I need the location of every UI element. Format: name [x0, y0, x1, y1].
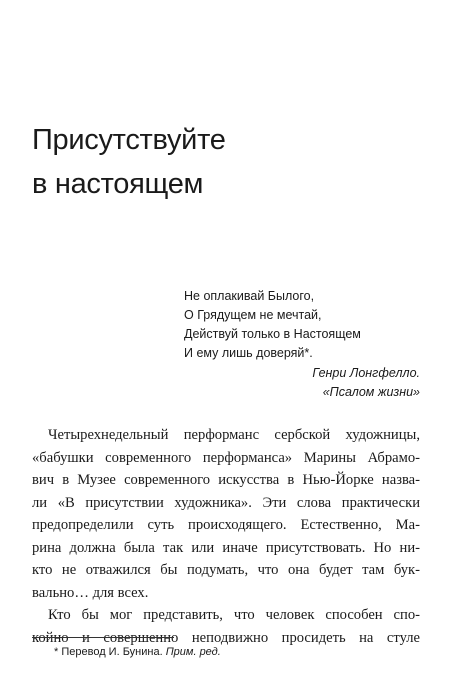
epigraph-work: «Псалом жизни» — [322, 385, 420, 399]
footnote-marker: * — [54, 646, 59, 658]
epigraph — [184, 287, 420, 402]
epigraph-line: И ему лишь доверяй*. — [184, 346, 313, 360]
chapter-title — [32, 118, 226, 206]
paragraph-line: койно и совершенно неподвижно просидеть на стуле — [32, 629, 420, 646]
epigraph-author: Генри Лонгфелло. — [312, 366, 420, 380]
epigraph-line: Не оплакивай Былого, — [184, 289, 315, 303]
epigraph-line: Действуй только в Настоящем — [184, 327, 361, 341]
paragraph-line: предопределили суть происходящего. Естественно, Ма- — [32, 517, 420, 533]
paragraph-line: Кто бы мог представить, что человек способен спо- — [48, 607, 420, 623]
footnote-text: Перевод И. Бунина. — [61, 646, 163, 658]
epigraph-attribution — [184, 364, 420, 402]
paragraph-line: «бабушки современного перформанса» Марины Абрамо- — [32, 449, 420, 466]
body-text — [32, 424, 420, 649]
paragraph-line: вально… для всех. — [32, 584, 149, 601]
footnote — [54, 645, 221, 660]
chapter-title-line-2: в настоящем — [32, 168, 204, 200]
paragraph-line: вич в Музее современного искусства в Нью-Йорке назва- — [32, 472, 420, 488]
epigraph-line: О Грядущем не мечтай, — [184, 308, 322, 322]
chapter-title-line-1: Присутствуйте — [32, 124, 226, 156]
paragraph-line: рина должна была так или иначе присутствовать. Но ни- — [32, 539, 420, 556]
paragraph-line: кто не отважился бы подумать, что она будет там бук- — [32, 562, 420, 578]
paragraph-line: Четырехнедельный перформанс сербской художницы, — [48, 427, 420, 443]
epigraph-verse — [184, 287, 420, 363]
footnote-divider — [32, 637, 174, 638]
paragraph-line: ли «В присутствии художника». Эти слова практически — [32, 494, 420, 511]
footnote-editor-note: Прим. ред. — [165, 646, 221, 658]
